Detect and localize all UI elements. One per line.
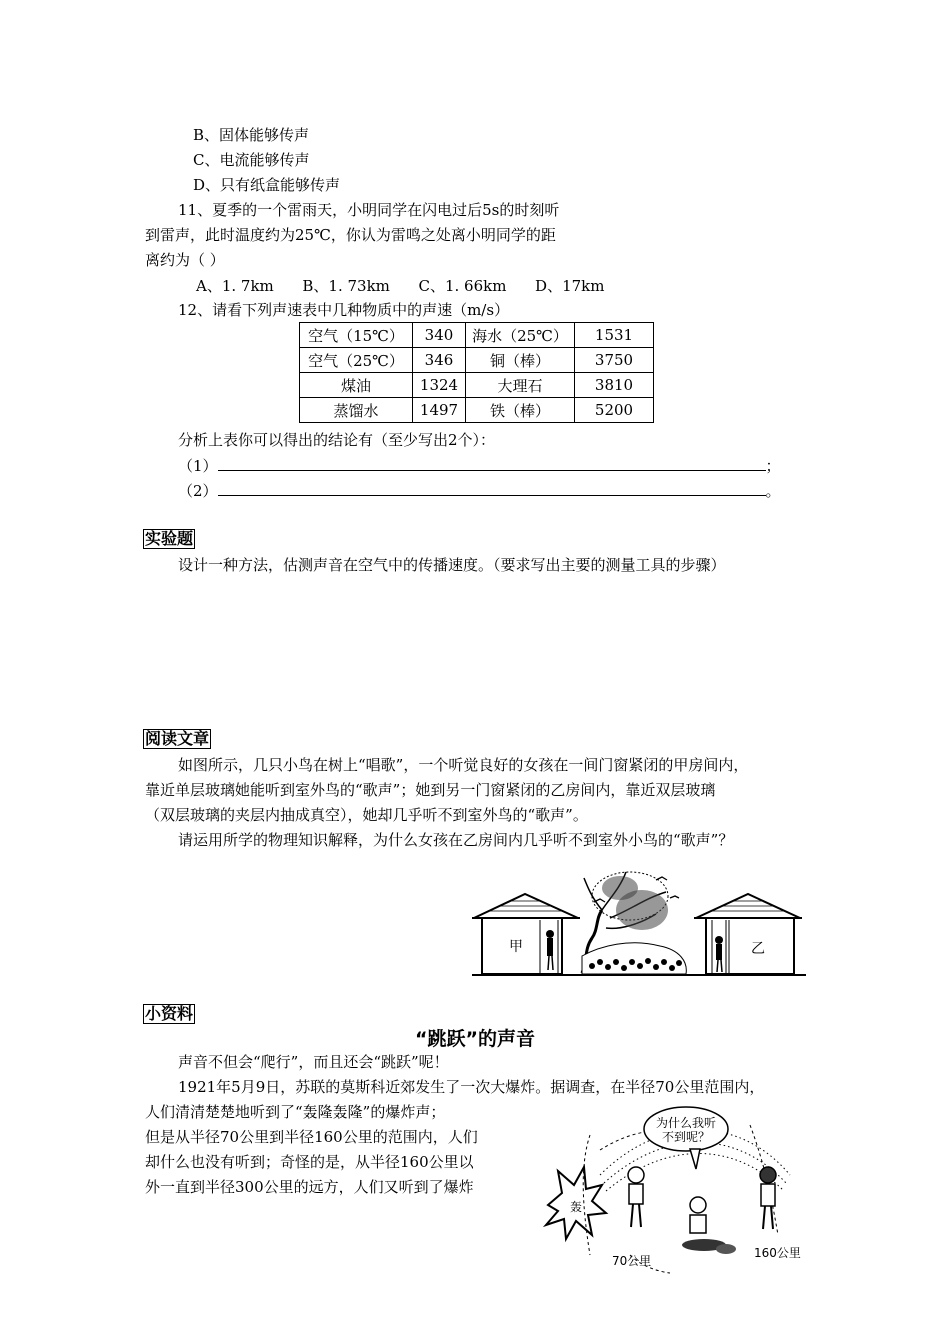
table-cell: 1531	[575, 323, 654, 348]
section-heading-experiment: 实验题	[145, 529, 194, 548]
answer-end-mark: ；	[765, 457, 781, 475]
answer-end-mark: 。	[765, 482, 781, 500]
answer-label: （2）	[178, 482, 218, 500]
q12-analysis: 分析上表你可以得出的结论有（至少写出2个）：	[178, 431, 496, 449]
section-heading-info: 小资料	[145, 1004, 194, 1023]
table-cell: 大理石	[466, 373, 575, 398]
reading-p2: 请运用所学的物理知识解释，为什么女孩在乙房间内几乎听不到室外小鸟的“歌声”？	[178, 831, 734, 849]
reading-p1-line-2: 靠近单层玻璃她能听到室外鸟的“歌声”；她到另一门窗紧闭的乙房间内，靠近双层玻璃	[145, 781, 716, 799]
table-cell: 1497	[413, 398, 466, 423]
reading-p1-line-1: 如图所示，几只小鸟在树上“唱歌”，一个听觉良好的女孩在一间门窗紧闭的甲房间内，	[178, 756, 749, 774]
table-cell: 5200	[575, 398, 654, 423]
q11-line-3: 离约为（ ）	[145, 251, 225, 269]
table-cell: 1324	[413, 373, 466, 398]
table-cell: 蒸馏水	[300, 398, 413, 423]
distance-label-70: 70公里	[612, 1254, 652, 1268]
answer-blank[interactable]	[218, 480, 766, 496]
sound-jump-illustration	[540, 1105, 820, 1283]
person-far	[760, 1167, 776, 1229]
table-cell: 3750	[575, 348, 654, 373]
answer-label: （1）	[178, 457, 218, 475]
distance-label-160: 160公里	[754, 1246, 801, 1260]
table-cell: 346	[413, 348, 466, 373]
sound-speed-table	[299, 322, 654, 423]
answer-blank[interactable]	[218, 455, 766, 471]
table-cell: 海水（25℃）	[466, 323, 575, 348]
table-cell: 340	[413, 323, 466, 348]
table-row	[300, 398, 654, 423]
table-cell: 3810	[575, 373, 654, 398]
table-cell: 铜（棒）	[466, 348, 575, 373]
tree-with-birds	[582, 872, 686, 974]
boom-label: 轰	[569, 1200, 583, 1214]
table-row	[300, 348, 654, 373]
q11-line-2: 到雷声，此时温度约为25℃，你认为雷鸣之处离小明同学的距	[145, 226, 556, 244]
speech-bubble	[644, 1107, 728, 1169]
person-near	[628, 1167, 644, 1227]
person-middle	[682, 1197, 736, 1254]
reading-p1-line-3: （双层玻璃的夹层内抽成真空），她却几乎听不到室外鸟的“歌声”。	[145, 806, 588, 824]
bubble-line-1: 为什么我听	[655, 1116, 717, 1130]
article-title: “跳跃”的声音	[415, 1028, 535, 1050]
bubble-line-2: 不到呢？	[661, 1130, 711, 1144]
info-line-6: 外一直到半径300公里的远方，人们又听到了爆炸	[145, 1178, 474, 1196]
table-cell: 煤油	[300, 373, 413, 398]
q10-option-b: B、固体能够传声	[193, 126, 310, 144]
info-line-4: 但是从半径70公里到半径160公里的范围内，人们	[145, 1128, 478, 1146]
q10-option-c: C、电流能够传声	[193, 151, 310, 169]
info-line-1: 声音不但会“爬行”，而且还会“跳跃”呢！	[178, 1053, 449, 1071]
info-line-5: 却什么也没有听到；奇怪的是，从半径160公里以	[145, 1153, 474, 1171]
q10-option-d: D、只有纸盒能够传声	[193, 176, 341, 194]
house-label-b: 乙	[751, 941, 765, 957]
q11-options: A、1. 7km B、1. 73km C、1. 66km D、17km	[196, 277, 605, 295]
q12-prompt: 12、请看下列声速表中几种物质中的声速（m/s）	[178, 301, 510, 319]
info-line-2: 1921年5月9日，苏联的莫斯科近郊发生了一次大爆炸。据调查，在半径70公里范围内，	[178, 1078, 765, 1096]
table-row	[300, 323, 654, 348]
houses-birds-illustration	[470, 858, 810, 980]
experiment-text: 设计一种方法，估测声音在空气中的传播速度。（要求写出主要的测量工具的步骤）	[178, 556, 726, 574]
info-line-3: 人们清清楚楚地听到了“轰隆轰隆”的爆炸声；	[145, 1103, 446, 1121]
table-cell: 空气（25℃）	[300, 348, 413, 373]
table-cell: 铁（棒）	[466, 398, 575, 423]
answer-line-2[interactable]	[178, 480, 781, 501]
section-heading-reading: 阅读文章	[145, 729, 210, 748]
q11-line-1: 11、夏季的一个雷雨天，小明同学在闪电过后5s的时刻听	[178, 201, 560, 219]
answer-line-1[interactable]	[178, 455, 781, 476]
table-cell: 空气（15℃）	[300, 323, 413, 348]
table-row	[300, 373, 654, 398]
house-label-a: 甲	[509, 939, 523, 955]
